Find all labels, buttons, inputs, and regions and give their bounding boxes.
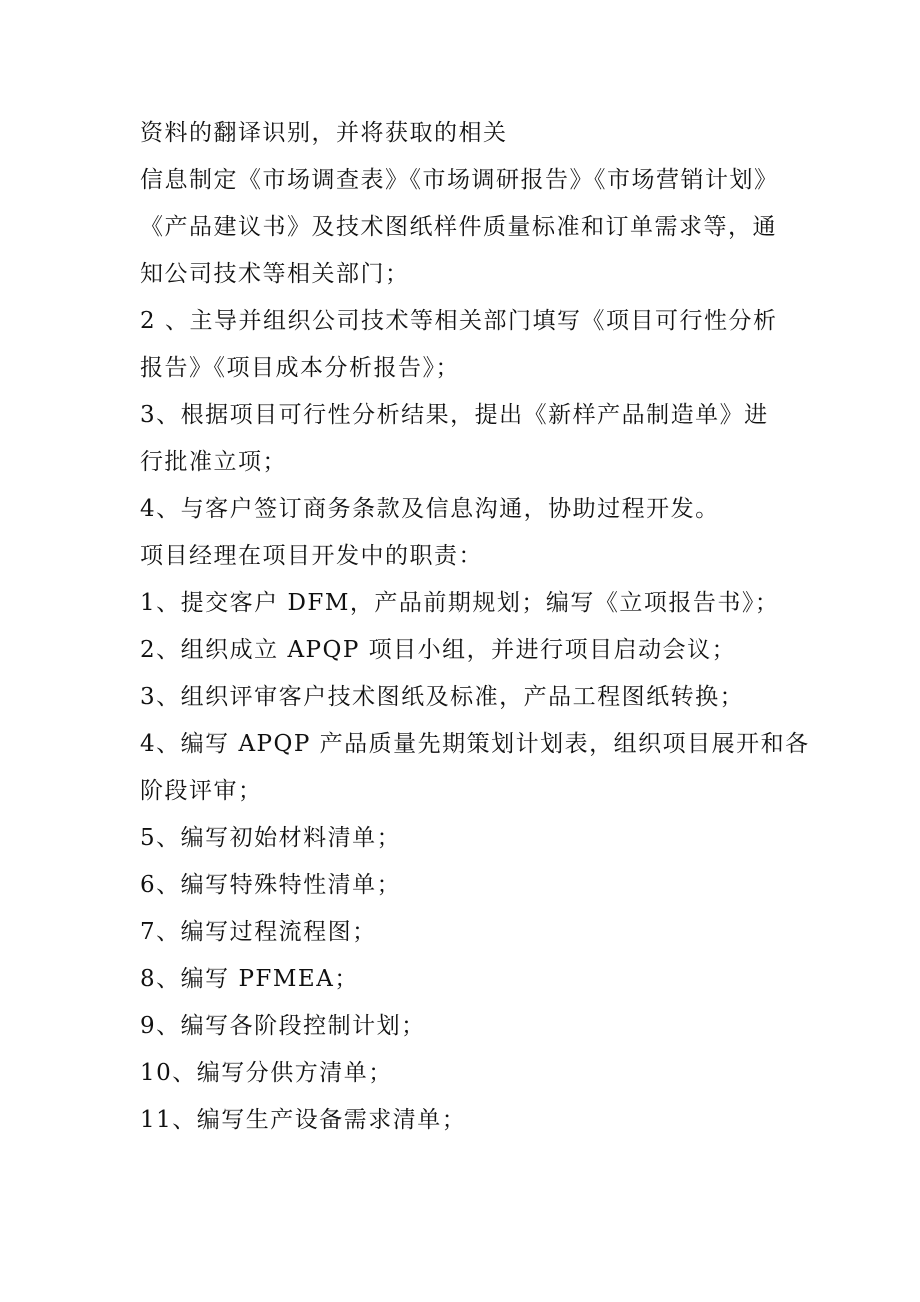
- text-line: 8、编写 PFMEA；: [140, 966, 359, 992]
- text-line: 9、编写各阶段控制计划；: [140, 1013, 426, 1039]
- document-body: [140, 110, 810, 1144]
- text-line: 3、根据项目可行性分析结果，提出《新样产品制造单》进: [140, 402, 769, 428]
- text-line: 行批准立项；: [140, 449, 287, 475]
- text-line: 3、组织评审客户技术图纸及标准，产品工程图纸转换；: [140, 684, 745, 710]
- text-line: 4、与客户签订商务条款及信息沟通，协助过程开发。: [140, 496, 720, 522]
- section-heading: 项目经理在项目开发中的职责：: [140, 543, 483, 569]
- text-line: 信息制定《市场调查表》《市场调研报告》《市场营销计划》: [140, 167, 779, 193]
- text-line: 阶段评审；: [140, 778, 263, 804]
- text-line: 2、组织成立 APQP 项目小组，并进行项目启动会议；: [140, 637, 737, 663]
- text-line: 5、编写初始材料清单；: [140, 825, 402, 851]
- text-line: 资料的翻译识别，并将获取的相关: [140, 120, 508, 146]
- text-line: 11、编写生产设备需求清单；: [140, 1107, 467, 1133]
- text-line: 6、编写特殊特性清单；: [140, 872, 402, 898]
- text-line: 《产品建议书》及技术图纸样件质量标准和订单需求等，通: [140, 214, 777, 240]
- text-line: 4、编写 APQP 产品质量先期策划计划表，组织项目展开和各: [140, 731, 810, 757]
- text-line: 2 、主导并组织公司技术等相关部门填写《项目可行性分析: [140, 308, 778, 334]
- text-line: 7、编写过程流程图；: [140, 919, 377, 945]
- text-line: 10、编写分供方清单；: [140, 1060, 393, 1086]
- text-line: 1、提交客户 DFM，产品前期规划；编写《立项报告书》；: [140, 590, 780, 616]
- text-line: 知公司技术等相关部门；: [140, 261, 410, 287]
- text-line: 报告》《项目成本分析报告》；: [140, 355, 460, 381]
